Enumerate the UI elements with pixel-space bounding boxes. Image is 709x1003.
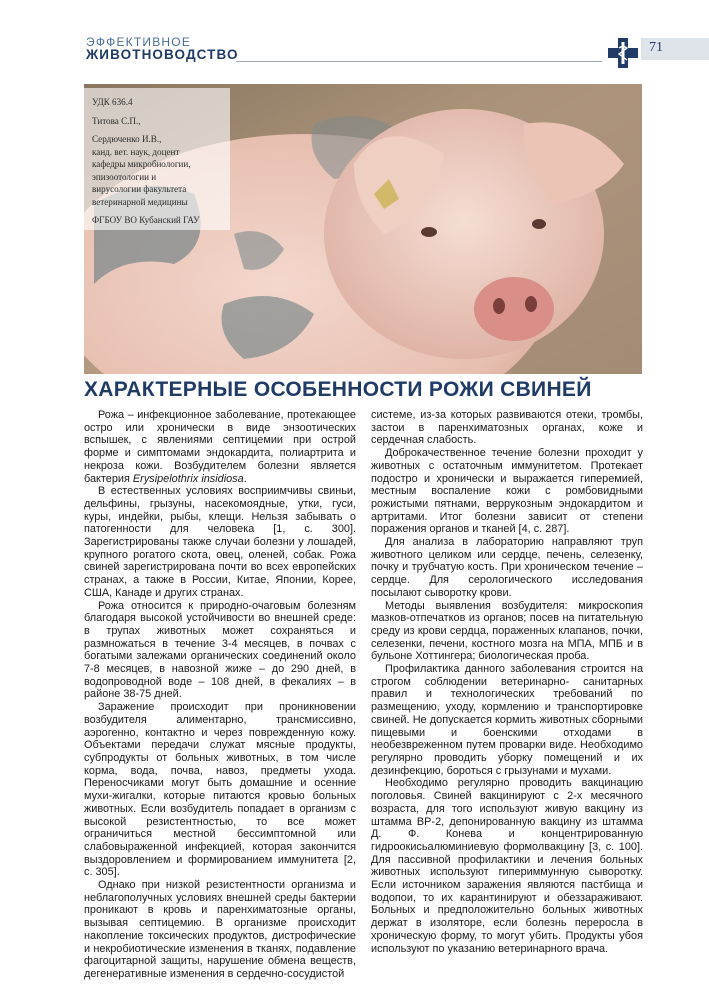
paragraph: Однако при низкой резистентности организма и неблагополучных условиях внешней среды бактерии проникают в кровь и паренхиматозные органы, вызывая септицемию. В организме происходит накопление токсических продуктов, дистрофические и некробиотические изменения в тканях, подавление фагоцитарной защиты, нарушение обмена веществ, дегенеративные изменения в сердечно-сосудистой [84, 879, 356, 980]
paragraph: Рожа относится к природно-очаговым болезням благодаря высокой устойчивости во внешней среде: в трупах животных может сохраняться и размножаться в течение 3-4 месяцев, в почвах с богатыми залежами органических соединений около 7-8 месяцев, в навозной жиже – до 290 дней, в водопроводной воде – 108 дней, в фекалиях – в районе 38-75 дней. [84, 599, 356, 701]
paragraph: Доброкачественное течение болезни проходит у животных с остаточным иммунитетом. Протекает подостро и хронически и выражается гиперемией, местным воспаление кожи с ромбовидными рожистыми пятнами, веррукозным эндокардитом и артритами. Итог болезни зависит от степени поражения органов и тканей [4, с. 287]. [371, 447, 643, 536]
paragraph: Заражение происходит при проникновении возбудителя алиментарно, трансмиссивно, аэрогенно, контактно и через поврежденную кожу. Объектами передачи служат мясные продукты, субпродукты от больных животных, в том числе корма, вода, почва, навоз, предметы ухода. Переносчиками могут быть домашние и осенние мухи-жигалки, которые питаются кровью больных животных. Если возбудитель попадает в организм с высокой резистентностью, то все может ограничиться местной бессимптомной или слабовыраженной инфекцией, которая закончится выздоровлением и формированием иммунитета [2, с. 305]. [84, 701, 356, 879]
author-name: Сердюченко И.В., [92, 134, 162, 144]
author-affiliation: ФГБОУ ВО Кубанский ГАУ [92, 215, 200, 225]
author-title-line: кафедры микробиологии, [92, 159, 191, 169]
paragraph: Профилактика данного заболевания строится на строгом соблюдении ветеринарно- санитарных правил и технологических требований по размещению, уходу, кормлению и транспортировке свиней. Не допускается кормить животных сборными пищевыми и боенскими отходами в необезвреженном путем проварки виде. Необходимо регулярно проводить уборку помещений и их дезинфекцию, бороться с грызунами и мухами. [371, 663, 643, 777]
author-title-line: вирусологии факультета [92, 184, 187, 194]
cross-shield-logo-icon [608, 38, 638, 68]
author-title-line: эпизоотологии и [92, 171, 157, 182]
header-rule [236, 61, 602, 62]
author-info-box [84, 88, 230, 230]
author-name: Титова С.П., [92, 115, 141, 126]
article-column-left [84, 409, 356, 981]
author-title-line: канд. вет. наук, доцент [92, 146, 180, 157]
journal-name-bottom: ЖИВОТНОВОДСТВО [86, 47, 239, 62]
article-column-right [371, 409, 643, 955]
bacteria-name: Erysipelothrix insidiosa [132, 472, 244, 485]
paragraph: Для анализа в лабораторию направляют труп животного целиком или сердце, печень, селезенку, почку и трубчатую кость. При хроническом течение – сердце. Для серологического исследования посылают сыворотку крови. [371, 536, 643, 599]
paragraph: В естественных условиях восприимчивы свиньи, дельфины, грызуны, насекомоядные, утки, гуси, куры, индейки, рыбы, клещи. Нельзя забывать о патогенности для человека [1, с. 300]. Зарегистрированы также случаи болезни у лошадей, крупного рогатого скота, овец, оленей, собак. Рожа свиней зарегистрирована почти во всех европейских странах, а также в России, Китае, Японии, Корее, США, Канаде и других странах. [84, 485, 356, 599]
journal-name-top: ЭФФЕКТИВНОЕ [86, 35, 192, 49]
paragraph: Методы выявления возбудителя: микроскопия мазков-отпечатков из органов; посев на питательную среду из крови сердца, пораженных клапанов, почки, селезенки, печени, костного мозга на МПА, МПБ и в бульоне Хоттингера; биологическая проба. [371, 599, 643, 663]
page-header [0, 0, 709, 80]
author-title-line: ветеринарной медицины [92, 196, 188, 207]
paragraph: Рожа – инфекционное заболевание, протекающее остро или хронически в виде энзоотических вспышек, с явлениями септицемии при острой форме и симптомами эндокардита, полиартрита и некроза кожи. Возбудителем болезни является бактерия Erysipelothrix insidiosa. [84, 409, 356, 485]
article-title: ХАРАКТЕРНЫЕ ОСОБЕННОСТИ РОЖИ СВИНЕЙ [84, 378, 592, 401]
page-number: 71 [649, 40, 663, 55]
paragraph: системе, из-за которых развиваются отеки, тромбы, застои в паренхиматозных органах, коже и сердечная слабость. [371, 409, 643, 447]
paragraph: Необходимо регулярно проводить вакцинацию поголовья. Свиней вакцинируют с 2-х месячного возраста, для того используют живую вакцину из штамма ВР-2, депонированную вакцину из штамма Д. Ф. Конева и концентрированную гидроокисьалюминиевую формолвакцину [3, с. 100]. Для пассивной профилактики и лечения больных животных используют гипериммунную сыворотку. Если источником заражения являются пастбища и водопои, то их карантинируют и обеззараживают. Больных и предположительно больных животных держат в изоляторе, если болезнь переросла в хроническую форму, то могут убить. Продукты убоя используют по указанию ветеринарного врача. [371, 777, 643, 955]
udk-code: УДК 636.4 [92, 97, 133, 107]
